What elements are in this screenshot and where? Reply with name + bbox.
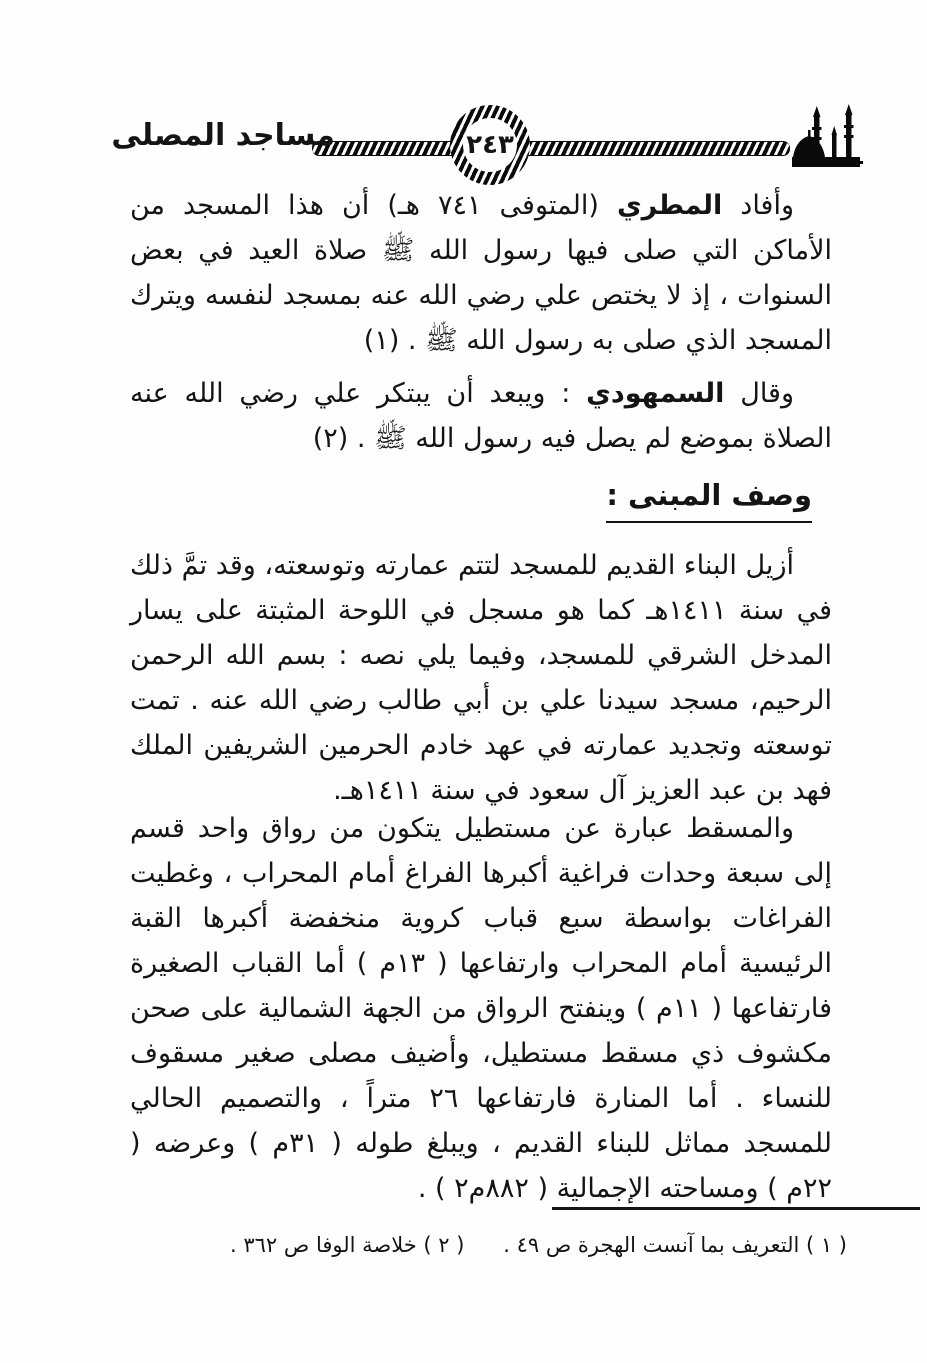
running-head-title: مساجد المصلى <box>111 118 335 153</box>
paragraph-text: (المتوفى ٧٤١ هـ) أن هذا المسجد من الأماكن التي صلى فيها رسول الله ﷺ صلاة العيد في بعض السنوات ، إذ لا يختص علي رضي الله عنه بمسجد لنفسه ويترك المسجد الذي صلى به رسول الله ﷺ . (١) <box>130 190 832 356</box>
paragraph-samhudi <box>130 371 832 461</box>
paragraph-building-history: أزيل البناء القديم للمسجد لتتم عمارته وتوسعته، وقد تمَّ ذلك في سنة ١٤١١هـ كما هو مسجل في اللوحة المثبتة على يسار المدخل الشرقي للمسجد، وفيما يلي نصه : بسم الله الرحمن الرحيم، مسجد سيدنا علي بن أبي طالب رضي الله عنه . تمت توسعته وتجديد عمارته في عهد خادم الحرمين الشريفين الملك فهد بن عبد العزيز آل سعود في سنة ١٤١١هـ. <box>130 550 832 806</box>
section-heading-text: وصف المبنى : <box>606 478 812 523</box>
paragraph-building-layout: والمسقط عبارة عن مستطيل يتكون من رواق واحد قسم إلى سبعة وحدات فراغية أكبرها الفراغ أمام المحراب ، وغطيت الفراغات بواسطة سبع قباب كروية منخفضة أكبرها القبة الرئيسية أمام المحراب وارتفاعها ( ١٣م ) أما القباب الصغيرة فارتفاعها ( ١١م ) وينفتح الرواق من الجهة الشمالية على صحن مكشوف ذي مسقط مستطيل، وأضيف مصلى صغير مسقوف للنساء . أما المنارة فارتفاعها ٢٦ متراً ، والتصميم الحالي للمسجد مماثل للبناء القديم ، ويبلغ طوله ( ٣١م ) وعرضه ( ٢٢م ) ومساحته الإجمالية ( ٨٨٢م٢ ) . <box>130 813 832 1204</box>
page-number-badge <box>450 105 530 185</box>
author-name-samhudi: السمهودي <box>586 378 725 409</box>
paragraph-text: : ويبعد أن يبتكر علي رضي الله عنه الصلاة بموضع لم يصل فيه رسول الله ﷺ . (٢) <box>130 378 832 454</box>
author-name-matari: المطري <box>616 190 723 221</box>
footnote-separator <box>552 1207 920 1210</box>
paragraph-lead: وقال <box>724 378 794 409</box>
paragraph-lead: وأفاد <box>722 190 794 221</box>
paragraph-matari <box>130 183 832 363</box>
section-heading-building-description <box>606 478 812 523</box>
footnote-1: ( ١ ) التعريف بما آنست الهجرة ص ٤٩ . <box>503 1233 847 1257</box>
mosque-icon <box>790 103 870 169</box>
page-number: ٢٤٣ <box>463 118 517 172</box>
footnote-2: ( ٢ ) خلاصة الوفا ص ٣٦٢ . <box>230 1233 465 1257</box>
header-rope-rule <box>312 141 790 156</box>
